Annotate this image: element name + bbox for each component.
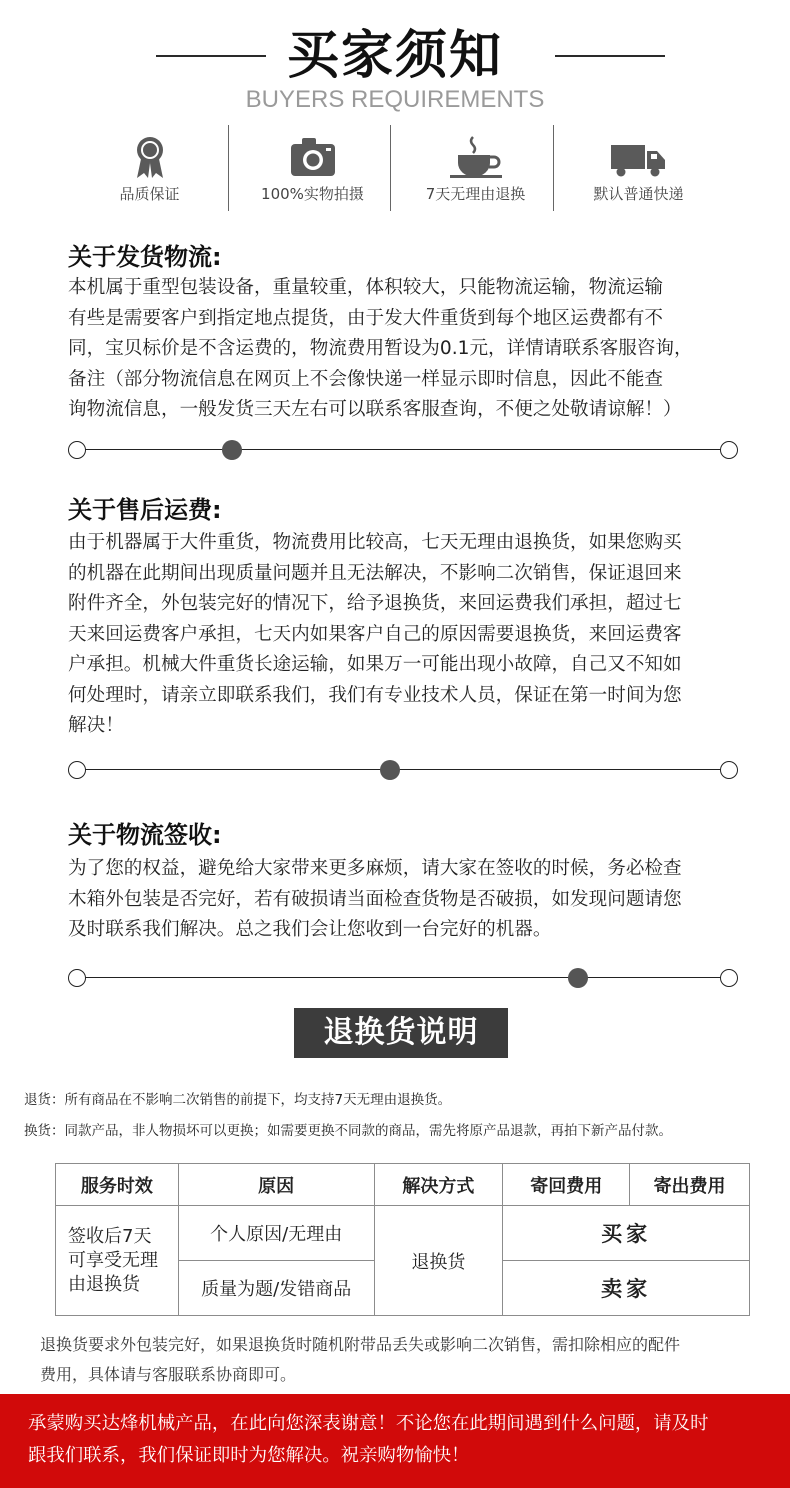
camera-icon — [283, 135, 343, 179]
feature-quality-label: 品质保证 — [119, 185, 180, 203]
text-line: 本机属于重型包装设备，重量较重，体积较大，只能物流运输，物流运输 — [68, 277, 664, 298]
service-period-cell — [56, 1206, 179, 1316]
divider-line — [78, 769, 728, 770]
page-header — [0, 22, 790, 92]
truck-icon — [609, 135, 669, 179]
divider-line — [78, 977, 728, 978]
feature-real-photo-label: 100%实物拍摄 — [261, 185, 364, 203]
divider-line — [78, 449, 728, 450]
divider-marker — [222, 440, 242, 460]
period-line: 由退换货 — [68, 1273, 140, 1295]
text-line: 及时联系我们解决。总之我们会让您收到一台完好的机器。 — [68, 919, 552, 940]
award-ribbon-icon — [120, 135, 180, 179]
text-line: 何处理时，请亲立即联系我们，我们有专业技术人员，保证在第一时间为您 — [68, 684, 682, 706]
payer-cell: 卖家 — [503, 1261, 750, 1316]
period-line: 可享受无理 — [68, 1249, 158, 1271]
table-header-cell: 寄回费用 — [503, 1164, 630, 1206]
feature-separator — [553, 125, 554, 211]
payer-cell: 买家 — [503, 1206, 750, 1261]
feature-shipping-label: 默认普通快递 — [593, 185, 684, 203]
reason-cell: 个人原因/无理由 — [178, 1206, 374, 1261]
text-line: 退换货要求外包装完好，如果退换货时随机附带品丢失或影响二次销售，需扣除相应的配件 — [40, 1335, 681, 1354]
divider-marker — [568, 968, 588, 988]
text-line: 有些是需要客户到指定地点提货，由于发大件重货到每个地区运费都有不 — [68, 307, 664, 329]
feature-separator — [228, 125, 229, 211]
thank-you-text — [28, 1408, 778, 1472]
text-line: 跟我们联系，我们保证即时为您解决。祝亲购物愉快！ — [28, 1445, 470, 1466]
feature-real-photo — [231, 125, 394, 211]
divider-end-right — [720, 969, 738, 987]
divider-end-left — [68, 761, 86, 779]
divider-end-left — [68, 441, 86, 459]
text-line: 附件齐全，外包装完好的情况下，给予退换货，来回运费我们承担，超过七 — [68, 593, 682, 614]
exchange-requirements-note — [40, 1330, 770, 1390]
section-divider — [68, 440, 738, 460]
section-title-signing: 关于物流签收: — [68, 821, 222, 849]
return-policy-note: 退货：所有商品在不影响二次销售的前提下，均支持7天无理由退换货。 — [24, 1092, 452, 1108]
service-table — [55, 1163, 750, 1316]
table-header-row — [56, 1164, 750, 1206]
section-divider — [68, 760, 738, 780]
period-line: 签收后7天 — [68, 1225, 152, 1247]
text-line: 木箱外包装是否完好，若有破损请当面检查货物是否破损，如发现问题请您 — [68, 888, 682, 910]
feature-return — [394, 125, 557, 211]
section-title-aftersale: 关于售后运费: — [68, 496, 222, 524]
swap-policy-note: 换货：同款产品，非人物损坏可以更换；如需要更换不同款的商品，需先将原产品退款，再拍下新产品付款。 — [24, 1123, 672, 1139]
divider-end-right — [720, 761, 738, 779]
text-line: 解决！ — [68, 715, 124, 736]
feature-return-label: 7天无理由退换 — [425, 185, 526, 203]
table-header-cell: 原因 — [178, 1164, 374, 1206]
table-row — [56, 1206, 750, 1261]
divider-marker — [380, 760, 400, 780]
page-subtitle: BUYERS REQUIREMENTS — [245, 86, 545, 113]
title-rule-right — [555, 55, 665, 57]
text-line: 由于机器属于大件重货，物流费用比较高，七天无理由退换货，如果您购买 — [68, 532, 682, 553]
text-line: 承蒙购买达烽机械产品，在此向您深表谢意！不论您在此期间遇到什么问题，请及时 — [28, 1413, 709, 1434]
section-title-logistics: 关于发货物流: — [68, 243, 222, 271]
section-body-logistics — [68, 273, 740, 426]
divider-end-right — [720, 441, 738, 459]
coffee-cup-icon — [446, 135, 506, 179]
divider-end-left — [68, 969, 86, 987]
solution-cell: 退换货 — [374, 1206, 503, 1316]
text-line: 费用，具体请与客服联系协商即可。 — [40, 1365, 297, 1384]
feature-strip — [68, 125, 720, 211]
text-line: 的机器在此期间出现质量问题并且无法解决，不影响二次销售，保证退回来 — [68, 562, 682, 584]
text-line: 询物流信息，一般发货三天左右可以联系客服查询，不便之处敬请谅解！） — [68, 399, 682, 420]
table-header-cell: 解决方式 — [374, 1164, 503, 1206]
section-body-signing — [68, 854, 740, 946]
thank-you-banner — [0, 1394, 790, 1488]
text-line: 同，宝贝标价是不含运费的，物流费用暂设为0.1元，详情请联系客服咨询， — [68, 338, 693, 359]
feature-quality — [68, 125, 231, 211]
feature-shipping — [557, 125, 720, 211]
exchange-heading: 退换货说明 — [294, 1008, 508, 1058]
text-line: 备注（部分物流信息在网页上不会像快递一样显示即时信息，因此不能查 — [68, 368, 664, 390]
table-header-cell: 寄出费用 — [630, 1164, 750, 1206]
table-header-cell: 服务时效 — [56, 1164, 179, 1206]
feature-separator — [390, 125, 391, 211]
section-body-aftersale — [68, 528, 740, 742]
reason-cell: 质量为题/发错商品 — [178, 1261, 374, 1316]
text-line: 户承担。机械大件重货长途运输，如果万一可能出现小故障，自己又不知如 — [68, 654, 682, 675]
section-divider — [68, 968, 738, 988]
text-line: 为了您的权益，避免给大家带来更多麻烦，请大家在签收的时候，务必检查 — [68, 858, 682, 879]
text-line: 天来回运费客户承担，七天内如果客户自己的原因需要退换货，来回运费客 — [68, 623, 682, 645]
page-title: 买家须知 — [286, 26, 503, 86]
